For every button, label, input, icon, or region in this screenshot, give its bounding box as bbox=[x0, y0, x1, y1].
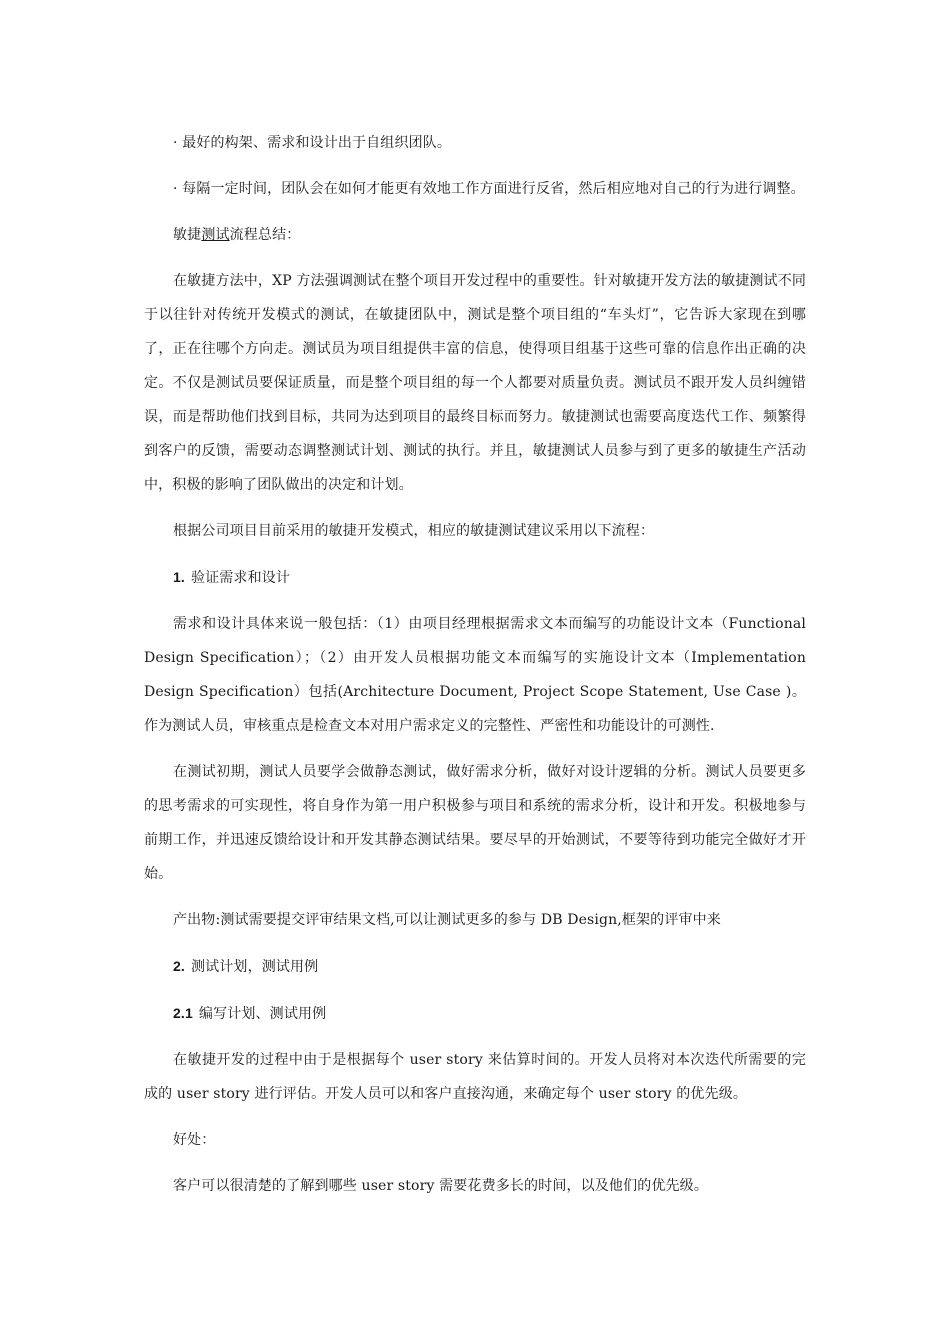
heading-number: 1. bbox=[173, 569, 185, 585]
section-heading-2 bbox=[144, 949, 806, 984]
document-page bbox=[144, 126, 806, 1203]
summary-title bbox=[144, 218, 806, 252]
user-story-paragraph: 在敏捷开发的过程中由于是根据每个 user story 来估算时间的。开发人员将对本次迭代所需要的完成的 user story 进行评估。开发人员可以和客户直接沟通，来确定每个 user story 的优先级。 bbox=[144, 1052, 806, 1102]
benefit-label: 好处： bbox=[173, 1132, 216, 1148]
benefit-paragraph: 客户可以很清楚的了解到哪些 user story 需要花费多长的时间，以及他们的优先级。 bbox=[173, 1178, 708, 1194]
summary-title-suffix: 流程总结： bbox=[229, 227, 301, 243]
heading-text: 测试计划，测试用例 bbox=[190, 959, 319, 975]
intro-paragraph: 在敏捷方法中，XP 方法强调测试在整个项目开发过程中的重要性。针对敏捷开发方法的敏捷测试不同于以往针对传统开发模式的测试，在敏捷团队中，测试是整个项目组的“车头灯”，它告诉大家现在到哪了，正在往哪个方向走。测试员为项目组提供丰富的信息，使得项目组基于这些可靠的信息作出正确的决定。不仅是测试员要保证质量，而是整个项目组的每一个人都要对质量负责。测试员不跟开发人员纠缠错误，而是帮助他们找到目标，共同为达到项目的最终目标而努力。敏捷测试也需要高度迭代工作、频繁得到客户的反馈，需要动态调整测试计划、测试的执行。并且，敏捷测试人员参与到了更多的敏捷生产活动中，积极的影响了团队做出的决定和计划。 bbox=[144, 273, 806, 493]
output-paragraph: 产出物:测试需要提交评审结果文档,可以让测试更多的参与 DB Design,框架的评审中来 bbox=[173, 912, 721, 928]
process-intro-paragraph: 根据公司项目目前采用的敏捷开发模式，相应的敏捷测试建议采用以下流程： bbox=[173, 523, 655, 539]
summary-title-link[interactable]: 测试 bbox=[201, 227, 230, 243]
section-heading-1 bbox=[144, 560, 806, 595]
early-testing-paragraph: 在测试初期，测试人员要学会做静态测试，做好需求分析，做好对设计逻辑的分析。测试人员要更多的思考需求的可实现性，将自身作为第一用户积极参与项目和系统的需求分析，设计和开发。积极地参与前期工作，并迅速反馈给设计和开发其静态测试结果。要尽早的开始测试，不要等待到功能完全做好才开始。 bbox=[144, 764, 806, 882]
requirements-paragraph: 需求和设计具体来说一般包括：（1）由项目经理根据需求文本而编写的功能设计文本（Functional Design Specification）；（2）由开发人员根据功能文本而编写的实施设计文本（Implementation Design Specification）包括(Architecture Document, Project Scope Statement, Use Case )。作为测试人员，审核重点是检查文本对用户需求定义的完整性、严密性和功能设计的可测性. bbox=[144, 616, 806, 734]
summary-title-prefix: 敏捷 bbox=[173, 227, 202, 243]
section-heading-2-1 bbox=[144, 996, 806, 1031]
heading-text: 编写计划、测试用例 bbox=[198, 1006, 327, 1022]
bullet-item: · 最好的构架、需求和设计出于自组织团队。 bbox=[173, 135, 452, 151]
heading-text: 验证需求和设计 bbox=[190, 570, 291, 586]
bullet-item: · 每隔一定时间，团队会在如何才能更有效地工作方面进行反省，然后相应地对自己的行为进行调整。 bbox=[173, 181, 805, 197]
heading-number: 2.1 bbox=[173, 1005, 193, 1021]
heading-number: 2. bbox=[173, 958, 185, 974]
